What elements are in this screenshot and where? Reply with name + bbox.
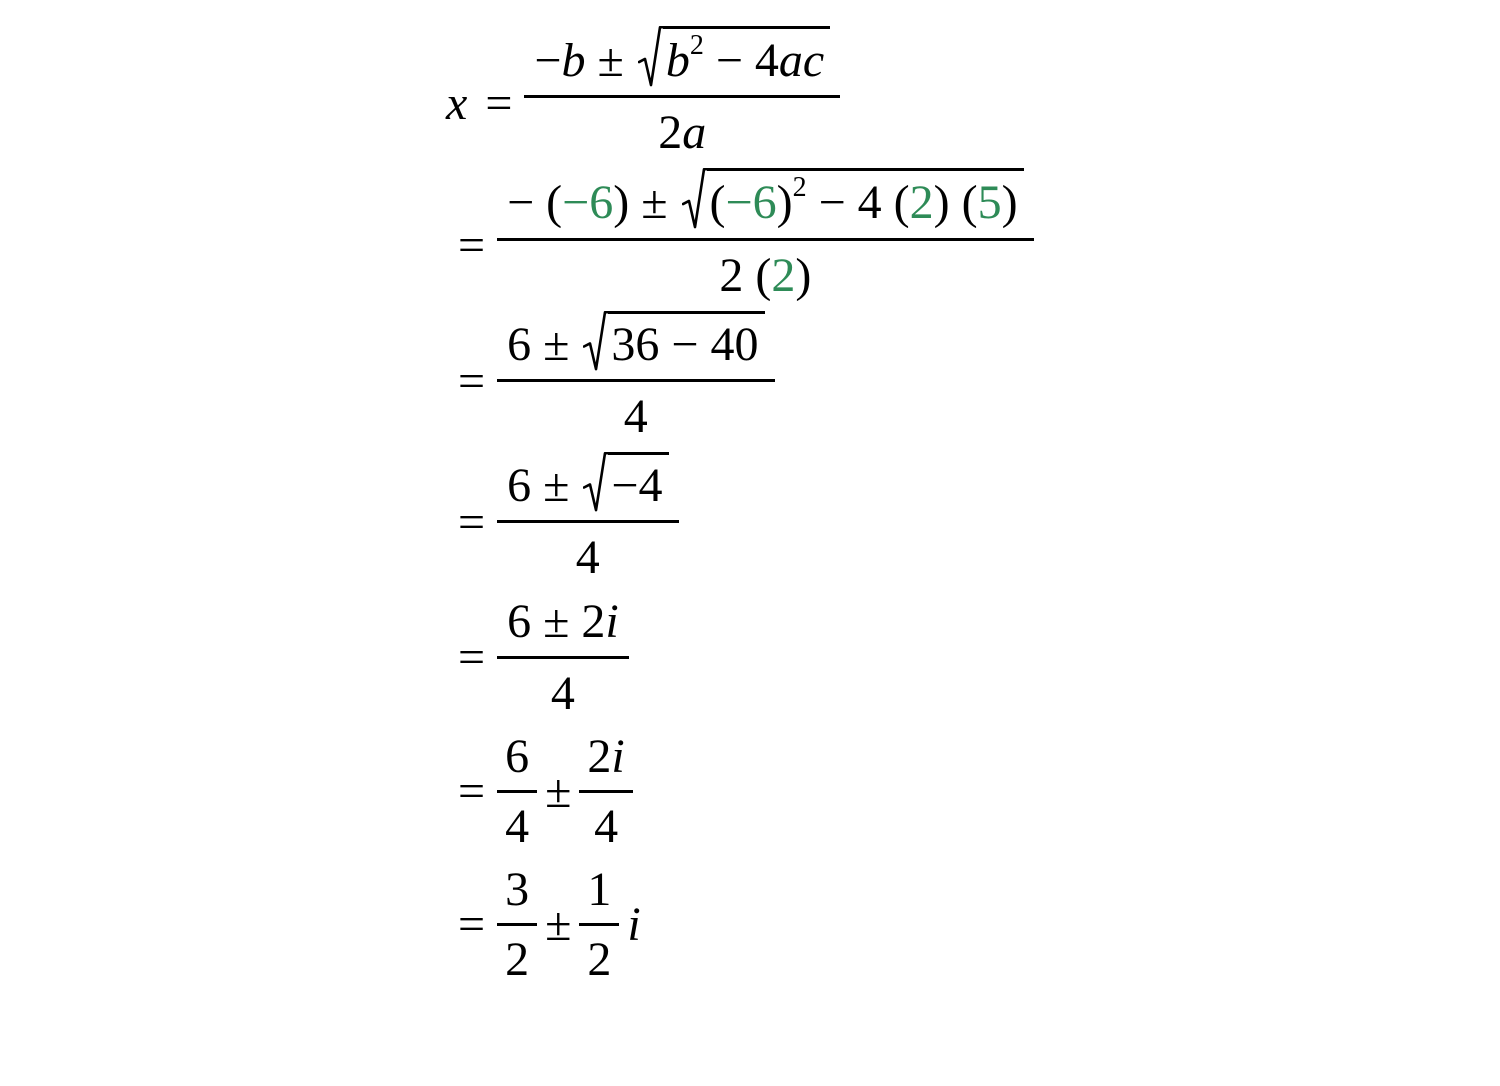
plus-minus-sign: ± — [545, 764, 572, 818]
value-2: 2 — [909, 176, 934, 230]
equation-line-substitution — [446, 168, 1034, 302]
minus-4: − 4 — [715, 34, 779, 87]
numerator — [524, 26, 840, 95]
radical-sign-icon — [682, 168, 707, 230]
fraction — [497, 594, 629, 721]
variable-b: b — [665, 34, 690, 87]
denominator: 2 — [579, 923, 619, 987]
radicand — [663, 26, 830, 88]
denominator: 4 — [497, 520, 678, 585]
coefficient-2-open-paren: 2 ( — [719, 248, 772, 302]
numerator — [497, 594, 629, 656]
plus-minus-sign: ± — [543, 317, 570, 371]
plus-minus-sign: ± — [597, 34, 624, 87]
plus-minus-sign: ± — [543, 459, 570, 513]
variable-b: b — [561, 34, 586, 87]
radicand — [707, 168, 1024, 230]
equals-sign: = — [458, 218, 486, 272]
numerator — [579, 729, 632, 790]
value-neg-6: −6 — [562, 176, 614, 230]
fraction — [497, 452, 678, 585]
close-paren: ) — [795, 248, 812, 302]
equals-sign: = — [485, 76, 513, 130]
equation-line-formula — [446, 26, 840, 160]
denominator: 4 — [497, 379, 774, 444]
variable-a: a — [682, 106, 707, 160]
open-paren: ( — [709, 176, 726, 230]
quadratic-formula-derivation — [446, 26, 1034, 988]
value-6: 6 — [507, 317, 532, 371]
equation-line-final-answer — [446, 862, 641, 987]
value-2: 2 — [771, 248, 796, 302]
denominator — [497, 238, 1034, 303]
minus-4-open-paren: − 4 ( — [818, 176, 910, 230]
fraction-imaginary-part — [579, 729, 632, 854]
equals-sign: = — [458, 496, 486, 550]
value-2: 2 — [587, 729, 612, 783]
equation-line-split-fractions — [446, 729, 633, 854]
numerator — [497, 452, 678, 520]
exponent: 2 — [792, 172, 807, 204]
value-5: 5 — [977, 176, 1002, 230]
equals-sign: = — [458, 764, 486, 818]
radicand: 36 − 40 — [608, 311, 764, 372]
numerator: 3 — [505, 863, 530, 917]
equation-line-simplified-1 — [446, 311, 775, 444]
square-root — [638, 26, 830, 88]
denominator: 4 — [579, 790, 632, 854]
numerator: 6 — [505, 729, 530, 783]
equation-line-simplified-2 — [446, 452, 679, 585]
fraction — [497, 311, 774, 444]
denominator — [524, 95, 840, 160]
value-6: 6 — [507, 459, 532, 513]
variables-ac: ac — [778, 34, 825, 87]
close-paren: ) — [776, 176, 793, 230]
exponent: 2 — [689, 30, 704, 61]
denominator: 4 — [497, 656, 629, 721]
numerator: 1 — [587, 863, 612, 917]
plus-minus-sign: ± — [641, 176, 668, 230]
fraction — [524, 26, 840, 160]
imaginary-unit: i — [605, 594, 619, 648]
variable-x: x — [446, 76, 468, 130]
radical-sign-icon — [583, 311, 608, 372]
fraction-real-part — [497, 862, 537, 987]
equation-line-imaginary — [446, 594, 629, 721]
denominator: 4 — [497, 790, 537, 854]
square-root — [682, 168, 1024, 230]
numerator — [497, 168, 1034, 237]
radical-sign-icon — [638, 26, 663, 88]
imaginary-unit: i — [611, 729, 625, 783]
denominator: 2 — [497, 923, 537, 987]
plus-minus-sign: ± — [545, 898, 572, 952]
radical-sign-icon — [583, 452, 608, 513]
square-root — [583, 452, 668, 513]
imaginary-unit: i — [627, 898, 641, 952]
fraction-real-part — [497, 729, 537, 854]
numerator — [497, 311, 774, 379]
minus-sign: − — [534, 34, 562, 87]
coefficient-2: 2 — [658, 106, 683, 160]
fraction — [497, 168, 1034, 302]
radicand: −4 — [608, 452, 668, 513]
fraction-imaginary-coefficient — [579, 862, 619, 987]
equals-sign: = — [458, 354, 486, 408]
value-6-pm-2: 6 ± 2 — [507, 594, 606, 648]
paren-pair: ) ( — [933, 176, 978, 230]
minus-open-paren: − ( — [507, 176, 563, 230]
close-paren: ) — [1001, 176, 1018, 230]
close-paren: ) — [613, 176, 630, 230]
equals-sign: = — [458, 898, 486, 952]
square-root — [583, 311, 764, 372]
equals-sign: = — [458, 630, 486, 684]
value-neg-6: −6 — [725, 176, 777, 230]
